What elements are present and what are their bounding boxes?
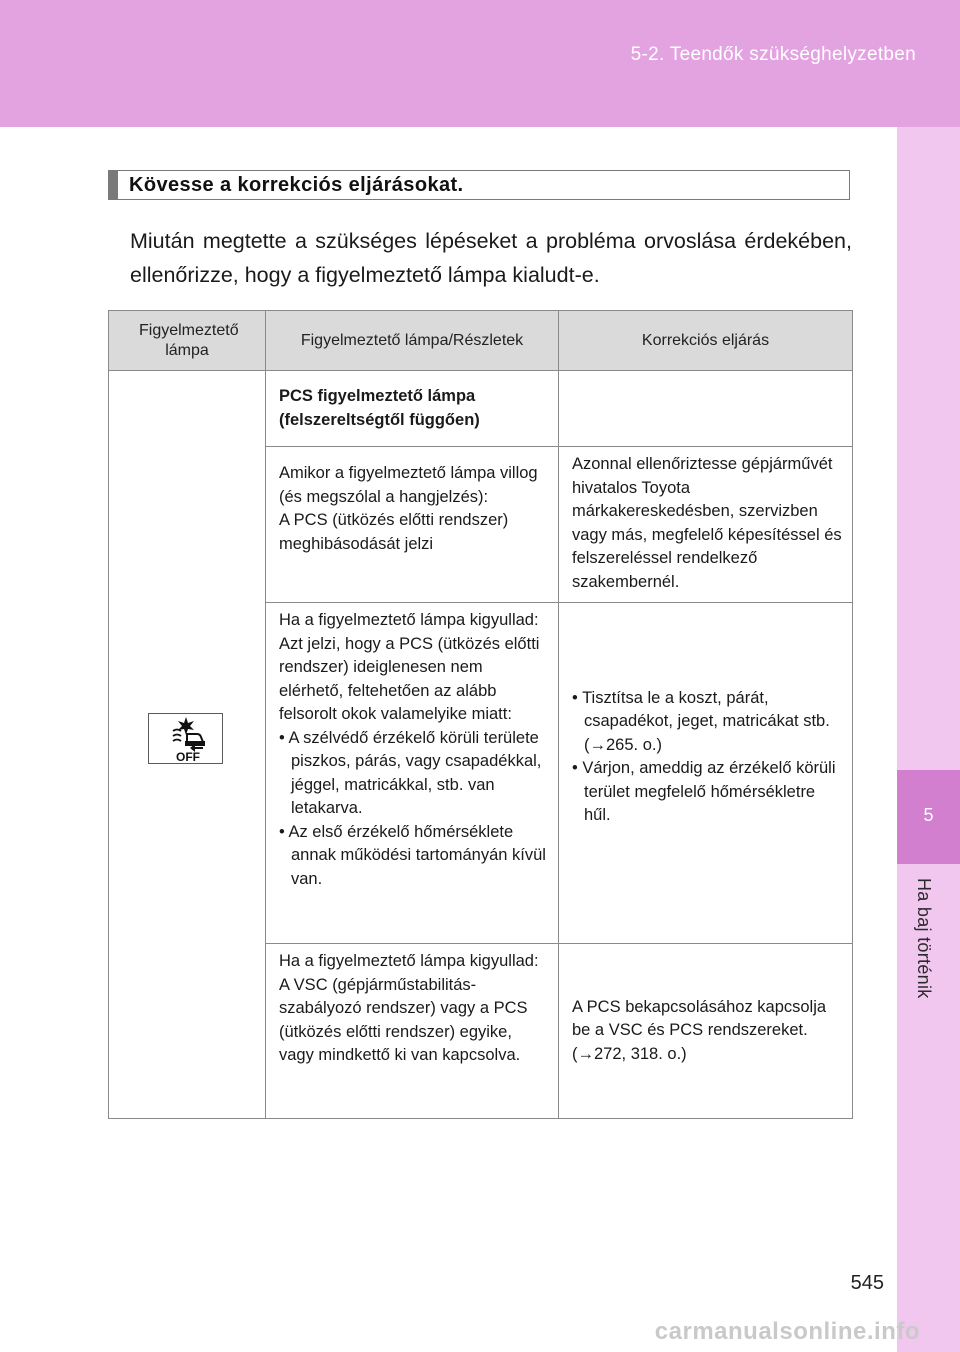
pcs-off-warning-icon [148,713,223,764]
section-title: Kövesse a korrekciós eljárásokat. [129,174,464,196]
svg-text:OFF: OFF [176,750,200,763]
pcs-off-icon-graphic [149,714,222,763]
details-cell: PCS figyelmeztető lámpa (felszereltségtől függően) [266,371,559,447]
chapter-label: Ha baj történik [914,878,934,999]
list-item: • Tisztítsa le a koszt, párát, csapadékot, jeget, matricákat stb. (→265. o.) [572,688,830,754]
action-cell [559,371,853,447]
table-row [109,371,853,447]
table-header-row [109,311,853,371]
section-title-box [108,170,850,200]
chapter-number: 5 [923,805,934,825]
section-header: 5-2. Teendők szükséghelyzetben [630,44,916,65]
action-cell [559,603,853,944]
list-item: • Az első érzékelő hőmérséklete annak működési tartományán kívül van. [279,822,546,888]
header-correction: Korrekciós eljárás [559,311,853,371]
details-cell: Ha a figyelmeztető lámpa kigyullad: A VSC (gépjárműstabilitás-szabályozó rendszer) vagy a PCS (ütközés előtti rendszer) egyike, vagy mindkettő ki van kapcsolva. [266,944,559,1119]
chapter-side-tab [897,127,960,1352]
details-cell: Amikor a figyelmeztető lámpa villog (és megszólal a hangjelzés): A PCS (ütközés előtti rendszer) meghibásodását jelzi [266,447,559,603]
page-number: 545 [850,1272,884,1294]
list-item: • A szélvédő érzékelő körüli területe piszkos, párás, vagy csapadékkal, jéggel, matricákkal, stb. van letakarva. [279,728,542,817]
action-cell: A PCS bekapcsolásához kapcsolja be a VSC és PCS rendszereket. (→272, 318. o.) [559,944,853,1119]
section-title-bar [109,171,118,199]
watermark: carmanualsonline.info [654,1318,920,1345]
header-warning-light: Figyelmeztető lámpa [109,311,266,371]
action-cell: Azonnal ellenőriztesse gépjárművét hivatalos Toyota márkakereskedésben, szervizben vagy más, megfelelő képesítéssel és felszereléssel rendelkező szakembernél. [559,447,853,603]
list-item: • Várjon, ameddig az érzékelő körüli terület megfelelő hőmérsékletre hűl. [572,759,836,824]
intro-paragraph: Miután megtette a szükséges lépéseket a probléma orvoslása érdekében, ellenőrizze, hogy a figyelmeztető lámpa kialudt-e. [130,229,852,287]
header-details: Figyelmeztető lámpa/Részletek [266,311,559,371]
details-cell: Ha a figyelmeztető lámpa kigyullad: Azt jelzi, hogy a PCS (ütközés előtti rendszer) ideiglenesen nem elérhető, feltehetően az alább felsorolt okok valamelyike miatt: • A szélvédő érzékelő körüli területe piszkos, párás, vagy csapadékkal, jéggel, matricákkal, stb. van letakarva. • Az első érzékelő hőmérséklete annak működési tartományán kívül van. [266,603,559,944]
